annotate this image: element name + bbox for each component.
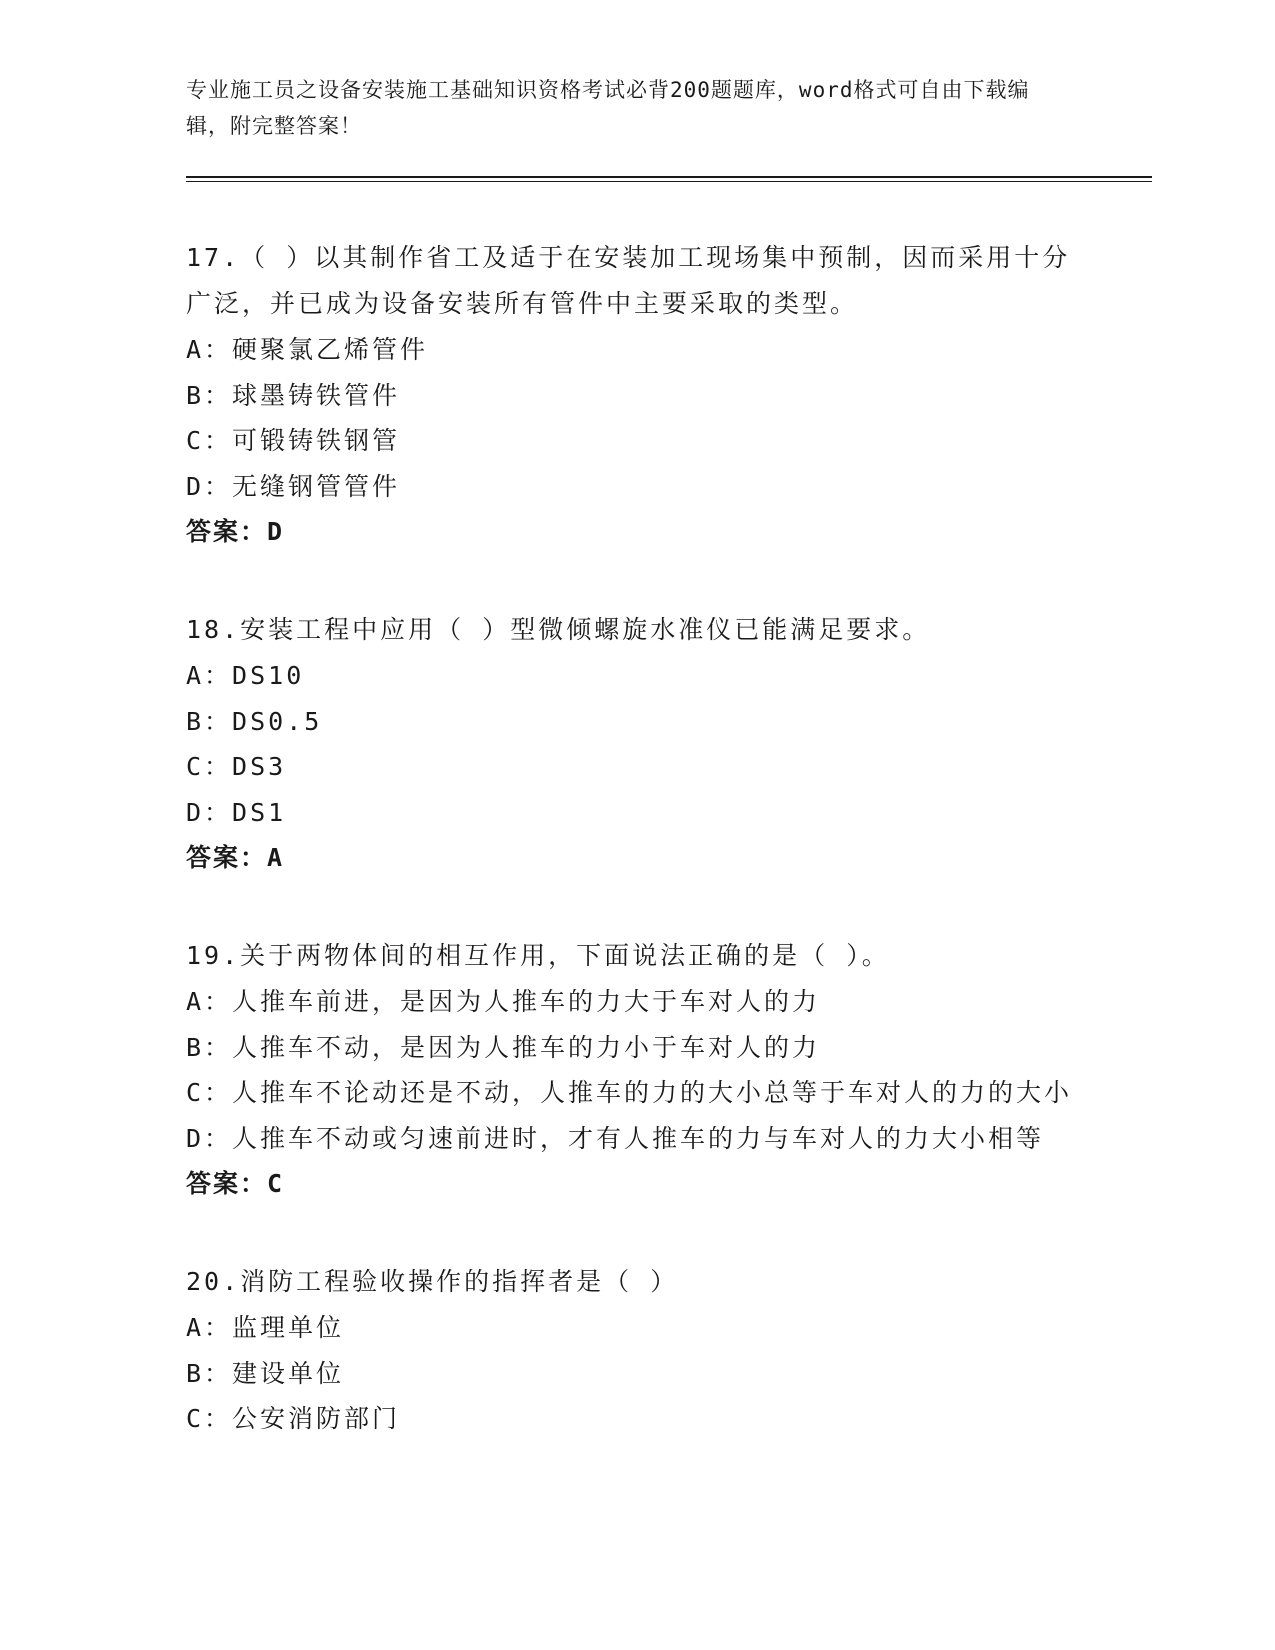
- answer-line: [186, 1161, 1086, 1207]
- option-b: B：DS0.5: [186, 706, 323, 736]
- option-d: D：DS1: [186, 797, 287, 827]
- answer-value: A: [267, 843, 284, 872]
- question-20: [186, 1259, 1086, 1442]
- option-a: A：硬聚氯乙烯管件: [186, 335, 429, 364]
- option-a: A：DS10: [186, 661, 305, 690]
- option-c: C：人推车不论动还是不动，人推车的力的大小总等于车对人的力的大小: [186, 1078, 1073, 1107]
- question-stem: 19.关于两物体间的相互作用，下面说法正确的是（ ）。: [186, 941, 890, 970]
- header-divider-thick: [186, 176, 1152, 178]
- answer-value: D: [267, 517, 284, 546]
- answer-line: [186, 835, 1086, 881]
- question-19: [186, 933, 1086, 1207]
- option-a: A：人推车前进，是因为人推车的力大于车对人的力: [186, 987, 821, 1016]
- answer-label: 答案：: [186, 1169, 268, 1198]
- option-b: B：建设单位: [186, 1358, 345, 1388]
- answer-label: 答案：: [186, 843, 268, 872]
- option-a: A：监理单位: [186, 1313, 345, 1342]
- question-17: [186, 235, 1086, 555]
- header-divider-thin: [186, 181, 1152, 182]
- answer-value: C: [267, 1169, 284, 1198]
- option-c: C：公安消防部门: [186, 1404, 401, 1433]
- option-c: C：DS3: [186, 752, 287, 781]
- option-b: B：球墨铸铁管件: [186, 380, 401, 410]
- page-header: 专业施工员之设备安装施工基础知识资格考试必背200题题库，word格式可自由下载编辑，附完整答案！: [186, 78, 1030, 138]
- option-d: D：人推车不动或匀速前进时，才有人推车的力与车对人的力大小相等: [186, 1123, 1045, 1153]
- question-18: [186, 607, 1086, 881]
- option-c: C：可锻铸铁钢管: [186, 426, 401, 455]
- question-stem: 18.安装工程中应用（ ）型微倾螺旋水准仪已能满足要求。: [186, 615, 931, 644]
- option-b: B：人推车不动，是因为人推车的力小于车对人的力: [186, 1032, 821, 1062]
- option-d: D：无缝钢管管件: [186, 471, 401, 501]
- answer-line: [186, 509, 1086, 555]
- question-stem: 20.消防工程验收操作的指挥者是（ ）: [186, 1267, 679, 1296]
- answer-label: 答案：: [186, 517, 268, 546]
- question-stem: 17.（ ）以其制作省工及适于在安装加工现场集中预制，因而采用十分广泛，并已成为设备安装所有管件中主要采取的类型。: [186, 243, 1071, 318]
- question-list: [186, 235, 1086, 1494]
